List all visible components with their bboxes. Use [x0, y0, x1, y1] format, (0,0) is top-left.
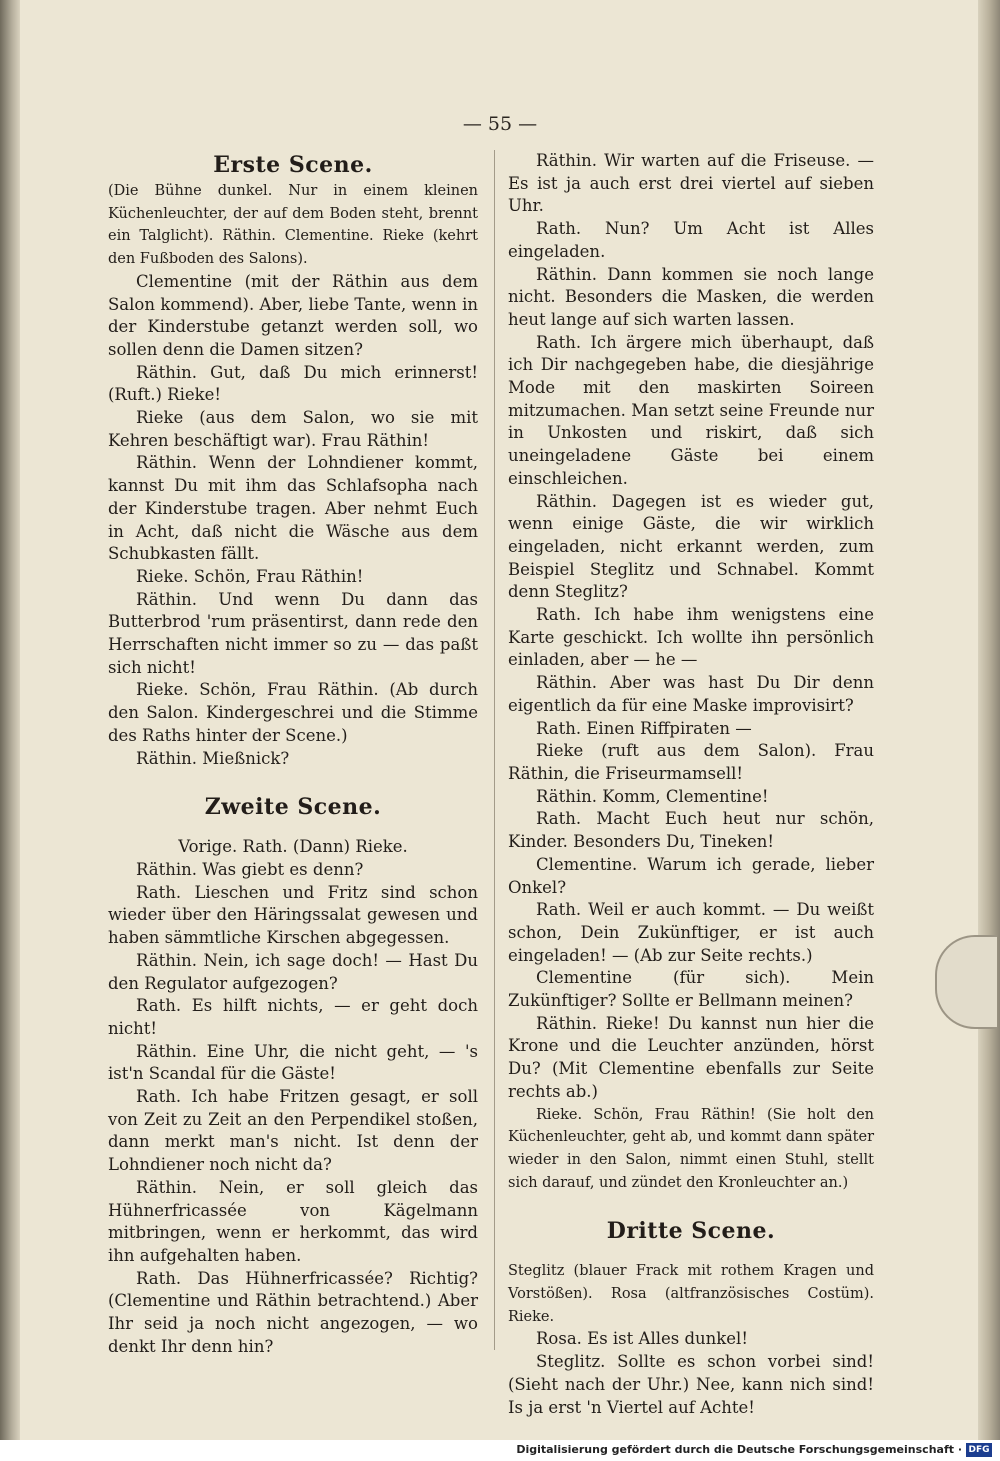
- paragraph: Räthin. Dann kommen sie noch lange nicht. Besonders die Masken, die werden heut lange auf sich warten lassen.: [508, 264, 874, 329]
- left-column: [108, 150, 478, 1358]
- footer-text: Digitalisierung gefördert durch die Deutsche Forschungsgemeinschaft ·: [516, 1443, 962, 1456]
- paragraph: Räthin. Gut, daß Du mich erinnerst! (Ruft.) Rieke!: [108, 362, 478, 405]
- scene-heading: Zweite Scene.: [204, 794, 382, 821]
- paragraph: Räthin. Eine Uhr, die nicht geht, — 's ist'n Scandal für die Gäste!: [108, 1041, 478, 1084]
- paragraph: Rath. Es hilft nichts, — er geht doch nicht!: [108, 996, 478, 1038]
- character-list: Vorige. Rath. (Dann) Rieke.: [178, 837, 408, 857]
- paragraph: Rath. Weil er auch kommt. — Du weißt schon, Dein Zukünftiger, er ist auch eingeladen! — (Ab zur Seite rechts.): [508, 900, 874, 965]
- paragraph: Räthin. Aber was hast Du Dir denn eigentlich da für eine Maske improvisirt?: [508, 673, 874, 715]
- stage-direction: (Die Bühne dunkel. Nur in einem kleinen Küchenleuchter, der auf dem Boden steht, brennt ein Talglicht). Räthin. Clementine. Rieke (kehrt den Fußboden des Salons).: [108, 183, 478, 268]
- paragraph: Rieke (aus dem Salon, wo sie mit Kehren beschäftigt war). Frau Räthin!: [108, 408, 478, 450]
- paragraph: Räthin. Was giebt es denn?: [136, 859, 364, 879]
- dfg-logo[interactable]: DFG: [966, 1443, 992, 1457]
- paragraph: Steglitz. Sollte es schon vorbei sind! (Sieht nach der Uhr.) Nee, kann nich sind! Is ja erst 'n Viertel auf Achte!: [508, 1352, 874, 1417]
- scene-heading: Dritte Scene.: [606, 1218, 776, 1245]
- paragraph: Rieke. Schön, Frau Räthin!: [136, 566, 364, 586]
- paragraph: Räthin. Nein, er soll gleich das Hühnerfricassée von Kägelmann mitbringen, wenn er herkommt, das wird ihn aufgehalten haben.: [108, 1177, 478, 1265]
- page-tab: [935, 935, 997, 1029]
- paragraph: Rath. Ich ärgere mich überhaupt, daß ich Dir nachgegeben habe, die diesjährige Mode mit den maskirten Soireen mitzumachen. Man setzt seine Freunde nur in Unkosten und riskirt, daß sich uneingeladene Gäste bei einem einschleichen.: [508, 332, 874, 488]
- paragraph: Rath. Lieschen und Fritz sind schon wieder über den Häringssalat gewesen und haben sämmtliche Kirschen abgegessen.: [108, 882, 478, 948]
- paragraph: Räthin. Wir warten auf die Friseuse. — Es ist ja auch erst drei viertel auf sieben Uhr.: [508, 151, 874, 216]
- paragraph: Rath. Ich habe ihm wenigstens eine Karte geschickt. Ich wollte ihn persönlich einladen, aber — he —: [508, 605, 874, 670]
- paragraph: Rosa. Es ist Alles dunkel!: [536, 1329, 748, 1349]
- paragraph: Räthin. Nein, ich sage doch! — Hast Du den Regulator aufgezogen?: [108, 950, 478, 993]
- paragraph: Räthin. Komm, Clementine!: [536, 786, 769, 806]
- paragraph: Rieke. Schön, Frau Räthin! (Sie holt den Küchenleuchter, geht ab, und kommt dann später wieder in den Salon, nimmt einen Stuhl, stellt sich darauf, und zündet den Kronleuchter an.): [508, 1106, 874, 1191]
- paragraph: Clementine (mit der Räthin aus dem Salon kommend). Aber, liebe Tante, wenn in der Kinderstube getanzt werden soll, wo sollen denn die Damen sitzen?: [108, 271, 478, 359]
- page-edge: [978, 0, 1000, 1440]
- paragraph: Rath. Ich habe Fritzen gesagt, er soll von Zeit zu Zeit an den Perpendikel stoßen, dann merkt man's nicht. Ist denn der Lohndiener noch nicht da?: [108, 1087, 478, 1175]
- paragraph: Rath. Macht Euch heut nur schön, Kinder. Besonders Du, Tineken!: [508, 809, 874, 852]
- paragraph: Räthin. Dagegen ist es wieder gut, wenn einige Gäste, die wir wirklich eingeladen, nicht erkannt werden, zum Beispiel Steglitz und Schnabel. Kommt denn Steglitz?: [508, 491, 874, 602]
- scene-heading: Erste Scene.: [213, 152, 373, 178]
- paragraph: Räthin. Mießnick?: [136, 748, 290, 768]
- paragraph: Rieke (ruft aus dem Salon). Frau Räthin, die Friseurmamsell!: [508, 741, 874, 783]
- right-column: [508, 150, 874, 1419]
- paragraph: Rieke. Schön, Frau Räthin. (Ab durch den Salon. Kindergeschrei und die Stimme des Raths hinter der Scene.): [108, 680, 478, 745]
- paragraph: Clementine (für sich). Mein Zukünftiger? Sollte er Bellmann meinen?: [508, 968, 874, 1011]
- paragraph: Räthin. Und wenn Du dann das Butterbrod 'rum präsentirst, dann rede den Herrschaften nicht immer so zu — das paßt sich nicht!: [108, 589, 478, 677]
- paragraph: Rath. Nun? Um Acht ist Alles eingeladen.: [508, 219, 874, 261]
- character-list: Steglitz (blauer Frack mit rothem Kragen und Vorstößen). Rosa (altfranzösisches Costüm). Rieke.: [508, 1263, 874, 1325]
- paragraph: Rath. Einen Riffpiraten —: [536, 718, 752, 738]
- binding-shadow: [0, 0, 20, 1440]
- paragraph: Rath. Das Hühnerfricassée? Richtig? (Clementine und Räthin betrachtend.) Aber Ihr seid ja noch nicht angezogen, — wo denkt Ihr denn hin?: [108, 1268, 478, 1356]
- paragraph: Clementine. Warum ich gerade, lieber Onkel?: [508, 854, 874, 897]
- paragraph: Räthin. Rieke! Du kannst nun hier die Krone und die Leuchter anzünden, hörst Du? (Mit Clementine ebenfalls zur Seite rechts ab.): [508, 1013, 874, 1101]
- paragraph: Räthin. Wenn der Lohndiener kommt, kannst Du mit ihm das Schlafsopha nach der Kinderstube tragen. Aber nehmt Euch in Acht, daß nicht die Wäsche aus dem Schubkasten fällt.: [108, 453, 478, 564]
- page-number: — 55 —: [462, 113, 538, 135]
- column-divider: [494, 150, 495, 1350]
- footer-bar: [0, 1440, 1000, 1461]
